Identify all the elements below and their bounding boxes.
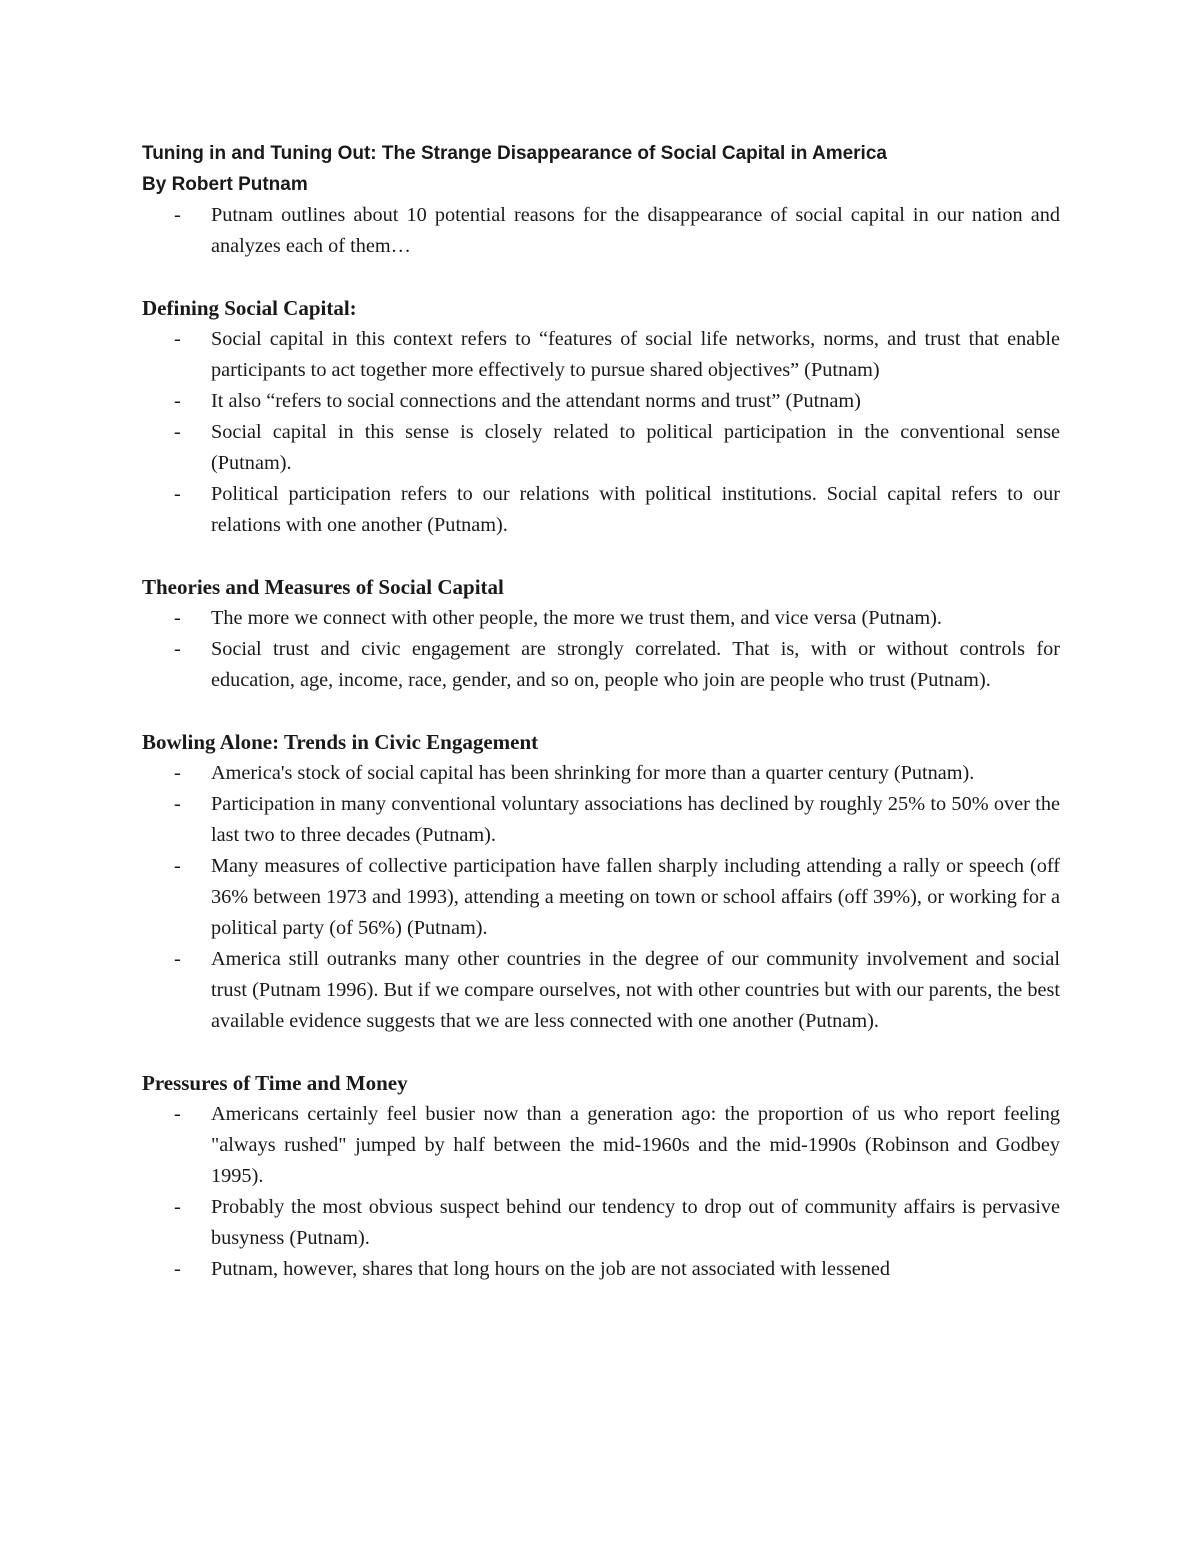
list-item — [142, 1192, 1060, 1254]
bullet-list — [142, 758, 1060, 1037]
list-item — [142, 944, 1060, 1037]
document-author: By Robert Putnam — [142, 174, 308, 195]
list-item — [142, 789, 1060, 851]
section-heading: Theories and Measures of Social Capital — [142, 575, 504, 599]
dash-bullet-icon: - — [174, 204, 181, 226]
intro-bullet-list — [142, 200, 1060, 262]
dash-bullet-icon: - — [174, 1103, 181, 1125]
bullet-list — [142, 324, 1060, 541]
dash-bullet-icon: - — [174, 328, 181, 350]
bullet-text: The more we connect with other people, the more we trust them, and vice versa (Putnam). — [211, 607, 943, 629]
bullet-text: America still outranks many other countries in the degree of our community involvement and social trust (Putnam 1996). But if we compare ourselves, not with other countries but with our parents, the best available evidence suggests that we are less connected with one another (Putnam). — [211, 948, 1060, 1032]
list-item — [142, 479, 1060, 541]
dash-bullet-icon: - — [174, 762, 181, 784]
bullet-text: Probably the most obvious suspect behind our tendency to drop out of community affairs is pervasive busyness (Putnam). — [211, 1196, 1060, 1249]
bullet-text: America's stock of social capital has been shrinking for more than a quarter century (Putnam). — [211, 762, 975, 784]
dash-bullet-icon: - — [174, 1258, 181, 1280]
bullet-text: It also “refers to social connections and the attendant norms and trust” (Putnam) — [211, 390, 861, 412]
section-heading: Defining Social Capital: — [142, 296, 357, 320]
intro-section — [142, 200, 1060, 262]
list-item — [142, 851, 1060, 944]
bullet-text: Many measures of collective participation have fallen sharply including attending a rally or speech (off 36% between 1973 and 1993), attending a meeting on town or school affairs (off 39%), or working for a political party (of 56%) (Putnam). — [211, 855, 1060, 939]
section-theories-and-measures — [142, 572, 1060, 696]
list-item — [142, 200, 1060, 262]
list-item — [142, 634, 1060, 696]
bullet-list — [142, 1099, 1060, 1285]
dash-bullet-icon: - — [174, 948, 181, 970]
bullet-text: Political participation refers to our relations with political institutions. Social capital refers to our relations with one another (Putnam). — [211, 483, 1060, 536]
section-heading: Pressures of Time and Money — [142, 1071, 408, 1095]
bullet-text: Americans certainly feel busier now than a generation ago: the proportion of us who report feeling "always rushed" jumped by half between the mid-1960s and the mid-1990s (Robinson and Godbey 1995). — [211, 1103, 1060, 1187]
dash-bullet-icon: - — [174, 483, 181, 505]
list-item — [142, 758, 1060, 789]
dash-bullet-icon: - — [174, 1196, 181, 1218]
section-heading: Bowling Alone: Trends in Civic Engagement — [142, 730, 539, 754]
dash-bullet-icon: - — [174, 793, 181, 815]
dash-bullet-icon: - — [174, 855, 181, 877]
section-pressures-of-time-and-money — [142, 1068, 1060, 1285]
section-bowling-alone — [142, 727, 1060, 1037]
dash-bullet-icon: - — [174, 390, 181, 412]
dash-bullet-icon: - — [174, 638, 181, 660]
bullet-text: Social capital in this sense is closely related to political participation in the conventional sense (Putnam). — [211, 421, 1060, 474]
bullet-text: Putnam outlines about 10 potential reasons for the disappearance of social capital in our nation and analyzes each of them… — [211, 204, 1060, 257]
list-item — [142, 1099, 1060, 1192]
bullet-text: Social capital in this context refers to “features of social life networks, norms, and trust that enable participants to act together more effectively to pursue shared objectives” (Putnam) — [211, 328, 1060, 381]
dash-bullet-icon: - — [174, 421, 181, 443]
bullet-list — [142, 603, 1060, 696]
document-page — [142, 138, 1060, 1285]
list-item — [142, 324, 1060, 386]
list-item — [142, 386, 1060, 417]
bullet-text: Social trust and civic engagement are strongly correlated. That is, with or without controls for education, age, income, race, gender, and so on, people who join are people who trust (Putnam). — [211, 638, 1060, 691]
dash-bullet-icon: - — [174, 607, 181, 629]
bullet-text: Participation in many conventional voluntary associations has declined by roughly 25% to 50% over the last two to three decades (Putnam). — [211, 793, 1060, 846]
list-item — [142, 417, 1060, 479]
list-item — [142, 603, 1060, 634]
bullet-text: Putnam, however, shares that long hours on the job are not associated with lessened — [211, 1258, 891, 1280]
section-defining-social-capital — [142, 293, 1060, 541]
document-title: Tuning in and Tuning Out: The Strange Disappearance of Social Capital in America — [142, 143, 887, 164]
list-item — [142, 1254, 1060, 1285]
